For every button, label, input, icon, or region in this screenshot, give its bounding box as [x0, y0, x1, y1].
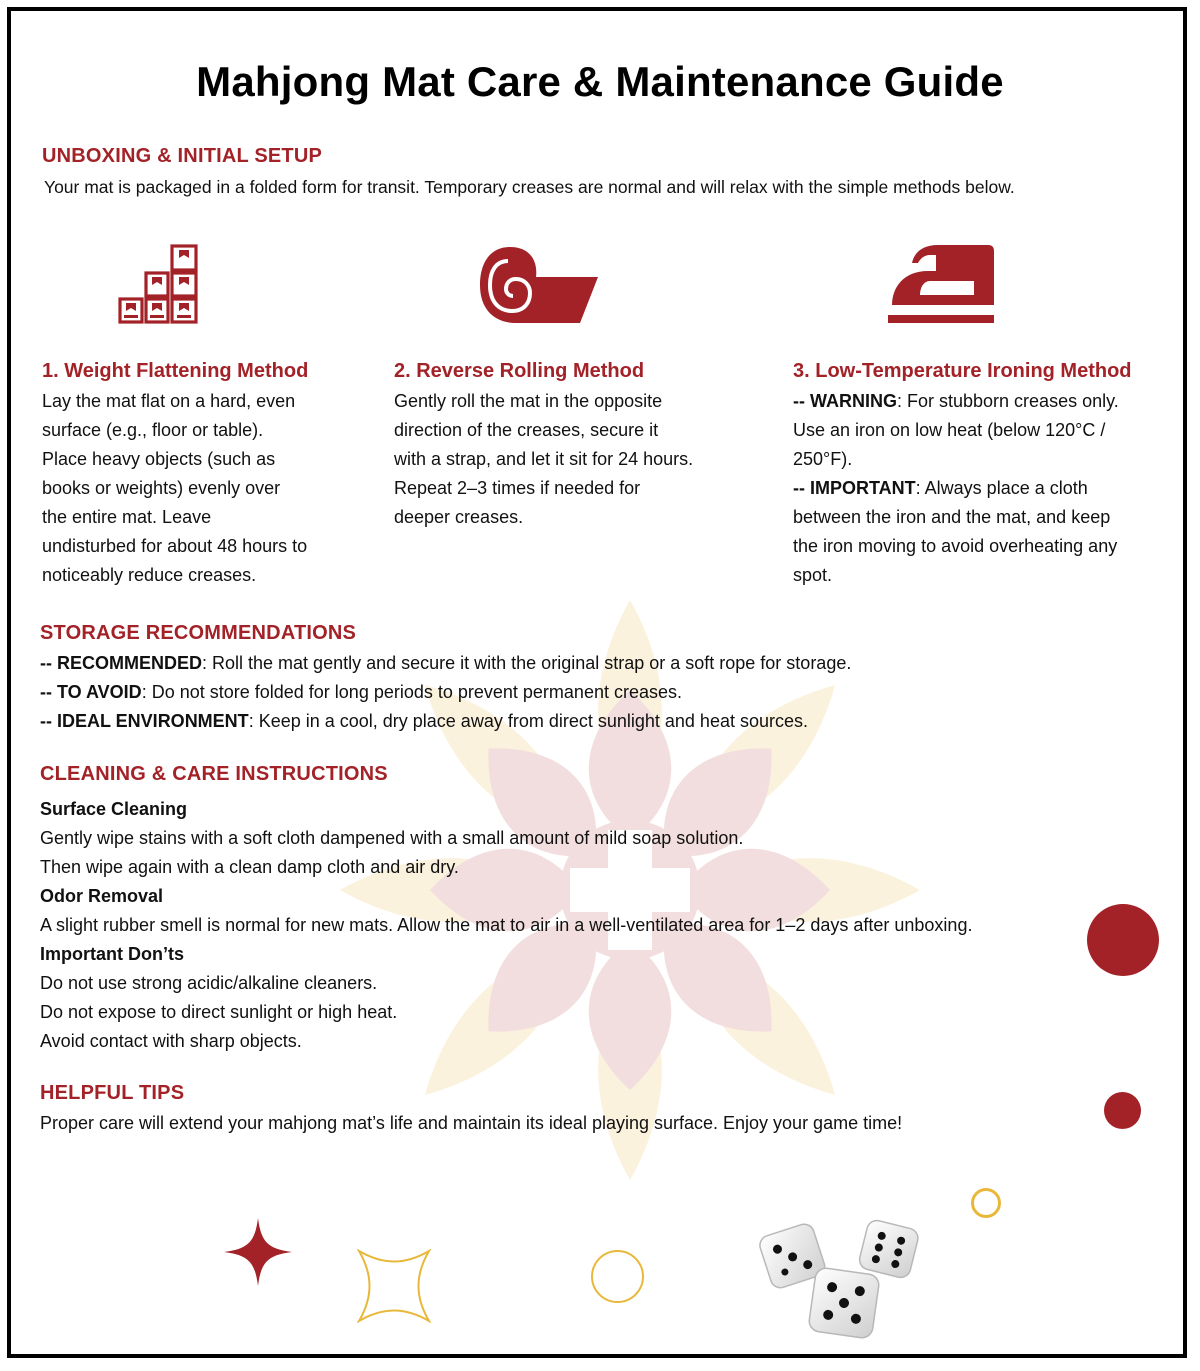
stacked-boxes-icon — [118, 243, 202, 325]
gold-ring-icon — [971, 1188, 1001, 1218]
rolled-mat-icon — [478, 245, 600, 327]
method-2-line: with a strap, and let it sit for 24 hours. — [394, 449, 694, 469]
storage-item — [40, 707, 851, 736]
cleaning-line: Do not use strong acidic/alkaline cleaners. — [40, 973, 378, 993]
gold-ring-icon — [591, 1250, 644, 1303]
method-3-warning — [793, 387, 1119, 416]
method-1-line: Place heavy objects (such as — [42, 449, 276, 469]
red-dot-icon — [1087, 904, 1159, 976]
storage-item-prefix: -- — [40, 653, 57, 673]
storage-item-label: TO AVOID — [57, 682, 142, 702]
method-3-title: 3. Low-Temperature Ironing Method — [793, 360, 1132, 382]
storage-item-prefix: -- — [40, 682, 57, 702]
red-dot-icon — [1104, 1092, 1141, 1129]
method-3-line: 250°F). — [793, 449, 853, 469]
tips-heading: HELPFUL TIPS — [40, 1082, 185, 1104]
storage-item — [40, 678, 851, 707]
method-1-text — [42, 387, 307, 590]
method-1-line: noticeably reduce creases. — [42, 565, 257, 585]
storage-list — [40, 649, 851, 736]
cleaning-line: Avoid contact with sharp objects. — [40, 1031, 302, 1051]
storage-heading: STORAGE RECOMMENDATIONS — [40, 622, 357, 644]
cleaning-line: Gently wipe stains with a soft cloth dampened with a small amount of mild soap solution. — [40, 828, 744, 848]
cleaning-line: A slight rubber smell is normal for new mats. Allow the mat to air in a well-ventilated area for 1–2 days after unboxing. — [40, 915, 973, 935]
method-2-line: deeper creases. — [394, 507, 524, 527]
method-3-line: between the iron and the mat, and keep — [793, 507, 1111, 527]
method-1-title: 1. Weight Flattening Method — [42, 360, 309, 382]
method-2-title: 2. Reverse Rolling Method — [394, 360, 645, 382]
important-prefix: -- — [793, 478, 810, 498]
tips-text: Proper care will extend your mahjong mat’s life and maintain its ideal playing surface. Enjoy your game time! — [40, 1113, 903, 1133]
storage-item-text: : Roll the mat gently and secure it with the original strap or a soft rope for storage. — [202, 653, 852, 673]
important-text: : Always place a cloth — [915, 478, 1088, 498]
surface-cleaning-heading: Surface Cleaning — [40, 799, 188, 819]
gold-four-point-star-icon — [357, 1249, 431, 1323]
method-1-line: Lay the mat flat on a hard, even — [42, 391, 296, 411]
method-3-line: spot. — [793, 565, 833, 585]
method-3-line: the iron moving to avoid overheating any — [793, 536, 1118, 556]
cleaning-body — [40, 795, 972, 1056]
method-2-line: Gently roll the mat in the opposite — [394, 391, 663, 411]
dice-icon — [756, 1215, 922, 1343]
method-1-line: the entire mat. Leave — [42, 507, 212, 527]
cleaning-line: Do not expose to direct sunlight or high heat. — [40, 1002, 398, 1022]
odor-removal-heading: Odor Removal — [40, 886, 164, 906]
storage-item-label: RECOMMENDED — [57, 653, 203, 673]
storage-item-text: : Do not store folded for long periods to prevent permanent creases. — [141, 682, 682, 702]
iron-icon — [884, 243, 996, 327]
warning-text: : For stubborn creases only. — [897, 391, 1119, 411]
method-1-line: books or weights) evenly over — [42, 478, 281, 498]
method-3-text — [793, 387, 1119, 590]
warning-prefix: -- — [793, 391, 810, 411]
method-2-text — [394, 387, 693, 532]
method-2-line: direction of the creases, secure it — [394, 420, 659, 440]
page-title: Mahjong Mat Care & Maintenance Guide — [196, 58, 1004, 105]
method-2-line: Repeat 2–3 times if needed for — [394, 478, 641, 498]
storage-item — [40, 649, 851, 678]
method-1-line: surface (e.g., floor or table). — [42, 420, 264, 440]
unboxing-heading: UNBOXING & INITIAL SETUP — [42, 145, 323, 167]
warning-label: WARNING — [810, 391, 897, 411]
method-3-line: Use an iron on low heat (below 120°C / — [793, 420, 1106, 440]
unboxing-text: Your mat is packaged in a folded form for transit. Temporary creases are normal and will relax with the simple methods below. — [44, 177, 1015, 197]
storage-item-text: : Keep in a cool, dry place away from direct sunlight and heat sources. — [248, 711, 808, 731]
important-label: IMPORTANT — [810, 478, 916, 498]
cleaning-line: Then wipe again with a clean damp cloth and air dry. — [40, 857, 459, 877]
red-four-point-star-icon — [224, 1218, 292, 1286]
method-3-important — [793, 474, 1119, 503]
storage-item-label: IDEAL ENVIRONMENT — [57, 711, 249, 731]
method-1-line: undisturbed for about 48 hours to — [42, 536, 308, 556]
cleaning-heading: CLEANING & CARE INSTRUCTIONS — [40, 763, 388, 785]
storage-item-prefix: -- — [40, 711, 57, 731]
important-donts-heading: Important Don’ts — [40, 944, 184, 964]
